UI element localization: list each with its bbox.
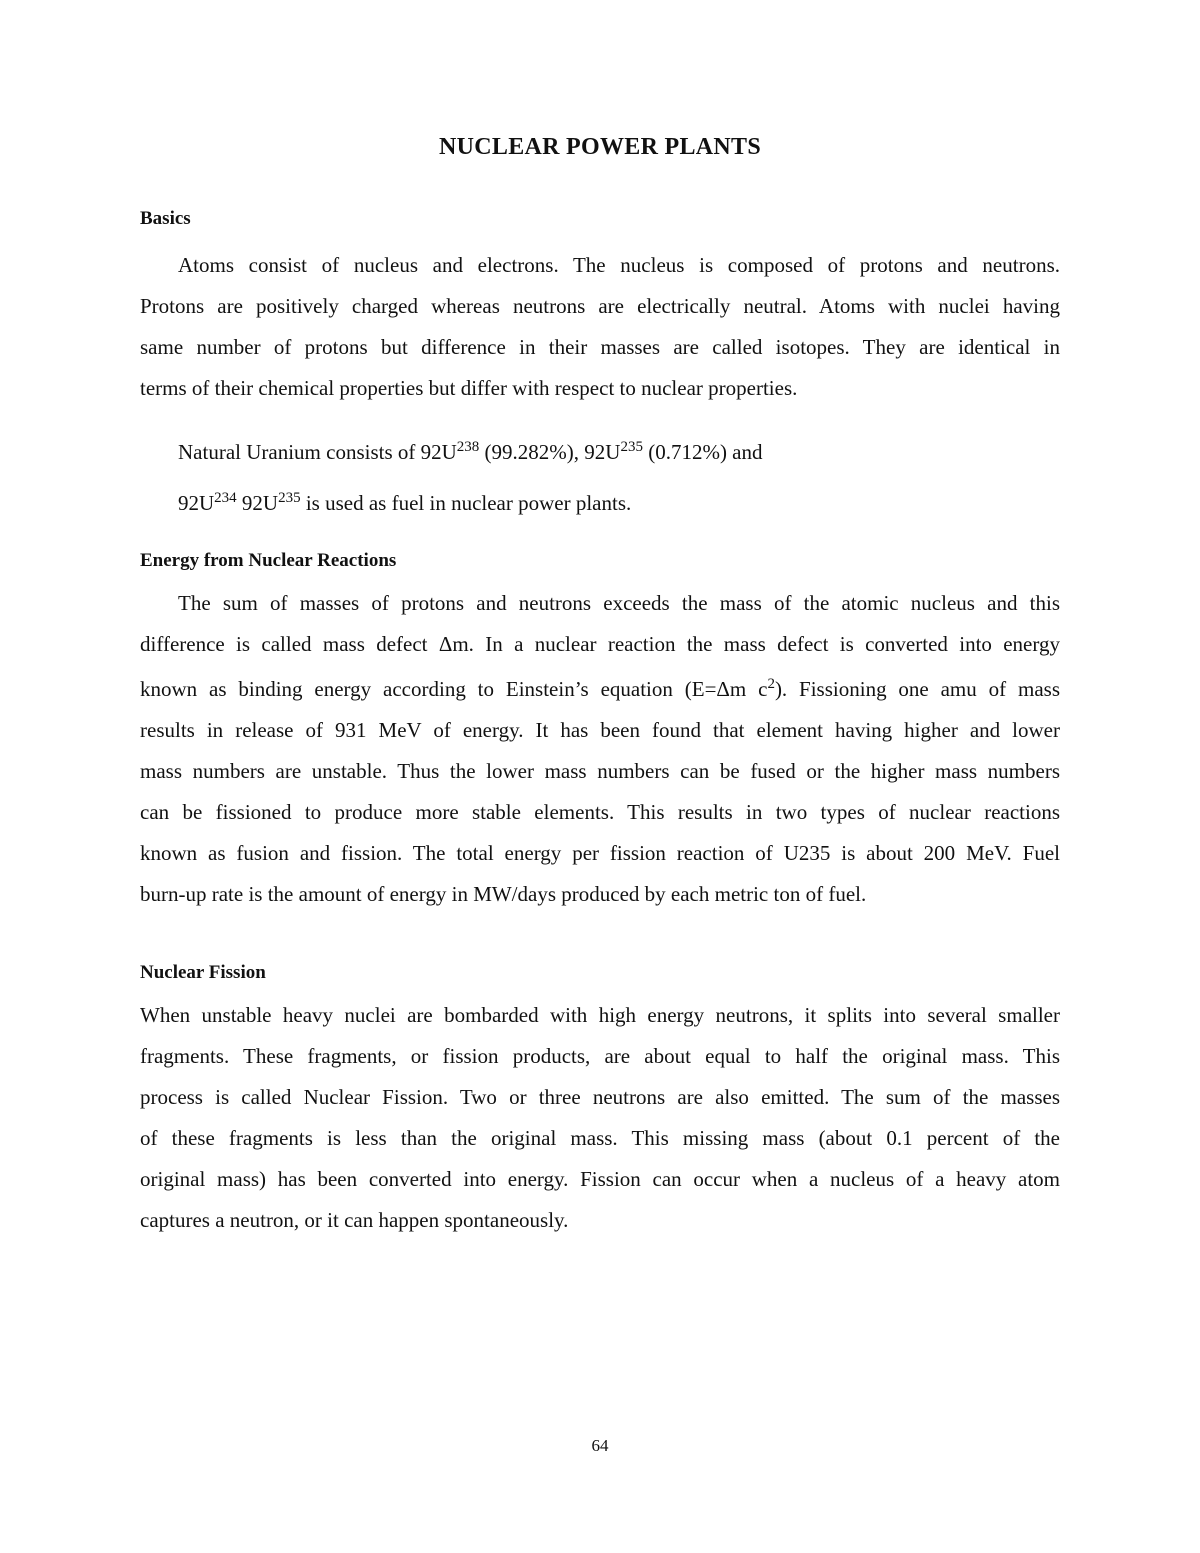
- uranium-isotopes-line-1: [178, 440, 763, 465]
- text-run: 92U: [236, 491, 279, 515]
- paragraph-line: same number of protons but difference in their masses are called isotopes. They are identical in: [140, 335, 1060, 359]
- paragraph-basics: [140, 245, 1060, 409]
- paragraph-line: results in release of 931 MeV of energy. It has been found that element having higher and lower: [140, 718, 1060, 742]
- paragraph-line: known as fusion and fission. The total energy per fission reaction of U235 is about 200 MeV. Fuel: [140, 841, 1060, 865]
- superscript: 2: [767, 676, 775, 692]
- superscript: 238: [456, 439, 480, 455]
- page-number: 64: [591, 1436, 609, 1455]
- paragraph-line-equation: [140, 665, 1060, 710]
- paragraph-fission: [140, 995, 1060, 1241]
- paragraph-line: When unstable heavy nuclei are bombarded with high energy neutrons, it splits into several smaller: [140, 1003, 1060, 1027]
- paragraph-line: Atoms consist of nucleus and electrons. The nucleus is composed of protons and neutrons.: [178, 253, 1060, 277]
- text-run: ). Fissioning one amu of mass: [774, 677, 1060, 701]
- paragraph-line: The sum of masses of protons and neutrons exceeds the mass of the atomic nucleus and this: [178, 591, 1060, 615]
- superscript: 235: [620, 439, 643, 455]
- uranium-isotopes-line-2: [178, 491, 631, 516]
- text-run: (99.282%), 92U: [479, 440, 621, 464]
- paragraph-line: mass numbers are unstable. Thus the lower mass numbers can be fused or the higher mass numbers: [140, 759, 1060, 783]
- paragraph-line: fragments. These fragments, or fission products, are about equal to half the original mass. This: [140, 1044, 1060, 1068]
- text-run: 92U: [178, 491, 215, 515]
- paragraph-line: burn-up rate is the amount of energy in MW/days produced by each metric ton of fuel.: [140, 882, 867, 906]
- paragraph-line: terms of their chemical properties but differ with respect to nuclear properties.: [140, 376, 798, 400]
- paragraph-energy: [140, 583, 1060, 915]
- superscript: 235: [278, 490, 301, 506]
- text-run: is used as fuel in nuclear power plants.: [300, 491, 632, 515]
- paragraph-line: process is called Nuclear Fission. Two or three neutrons are also emitted. The sum of the masses: [140, 1085, 1060, 1109]
- paragraph-line: original mass) has been converted into energy. Fission can occur when a nucleus of a heavy atom: [140, 1167, 1060, 1191]
- section-heading-basics: Basics: [140, 208, 191, 229]
- text-run: Natural Uranium consists of 92U: [178, 440, 457, 464]
- paragraph-line: can be fissioned to produce more stable elements. This results in two types of nuclear reactions: [140, 800, 1060, 824]
- superscript: 234: [214, 490, 237, 506]
- paragraph-line: of these fragments is less than the original mass. This missing mass (about 0.1 percent of the: [140, 1126, 1060, 1150]
- paragraph-line: Protons are positively charged whereas neutrons are electrically neutral. Atoms with nuclei having: [140, 294, 1060, 318]
- text-run: known as binding energy according to Einstein’s equation (E=Δm c: [140, 677, 768, 701]
- section-heading-fission: Nuclear Fission: [140, 962, 266, 983]
- paragraph-line: captures a neutron, or it can happen spontaneously.: [140, 1208, 569, 1232]
- page-title: NUCLEAR POWER PLANTS: [438, 134, 762, 160]
- text-run: (0.712%) and: [642, 440, 763, 464]
- paragraph-line: difference is called mass defect Δm. In a nuclear reaction the mass defect is converted into energy: [140, 632, 1060, 656]
- section-heading-energy: Energy from Nuclear Reactions: [140, 550, 397, 571]
